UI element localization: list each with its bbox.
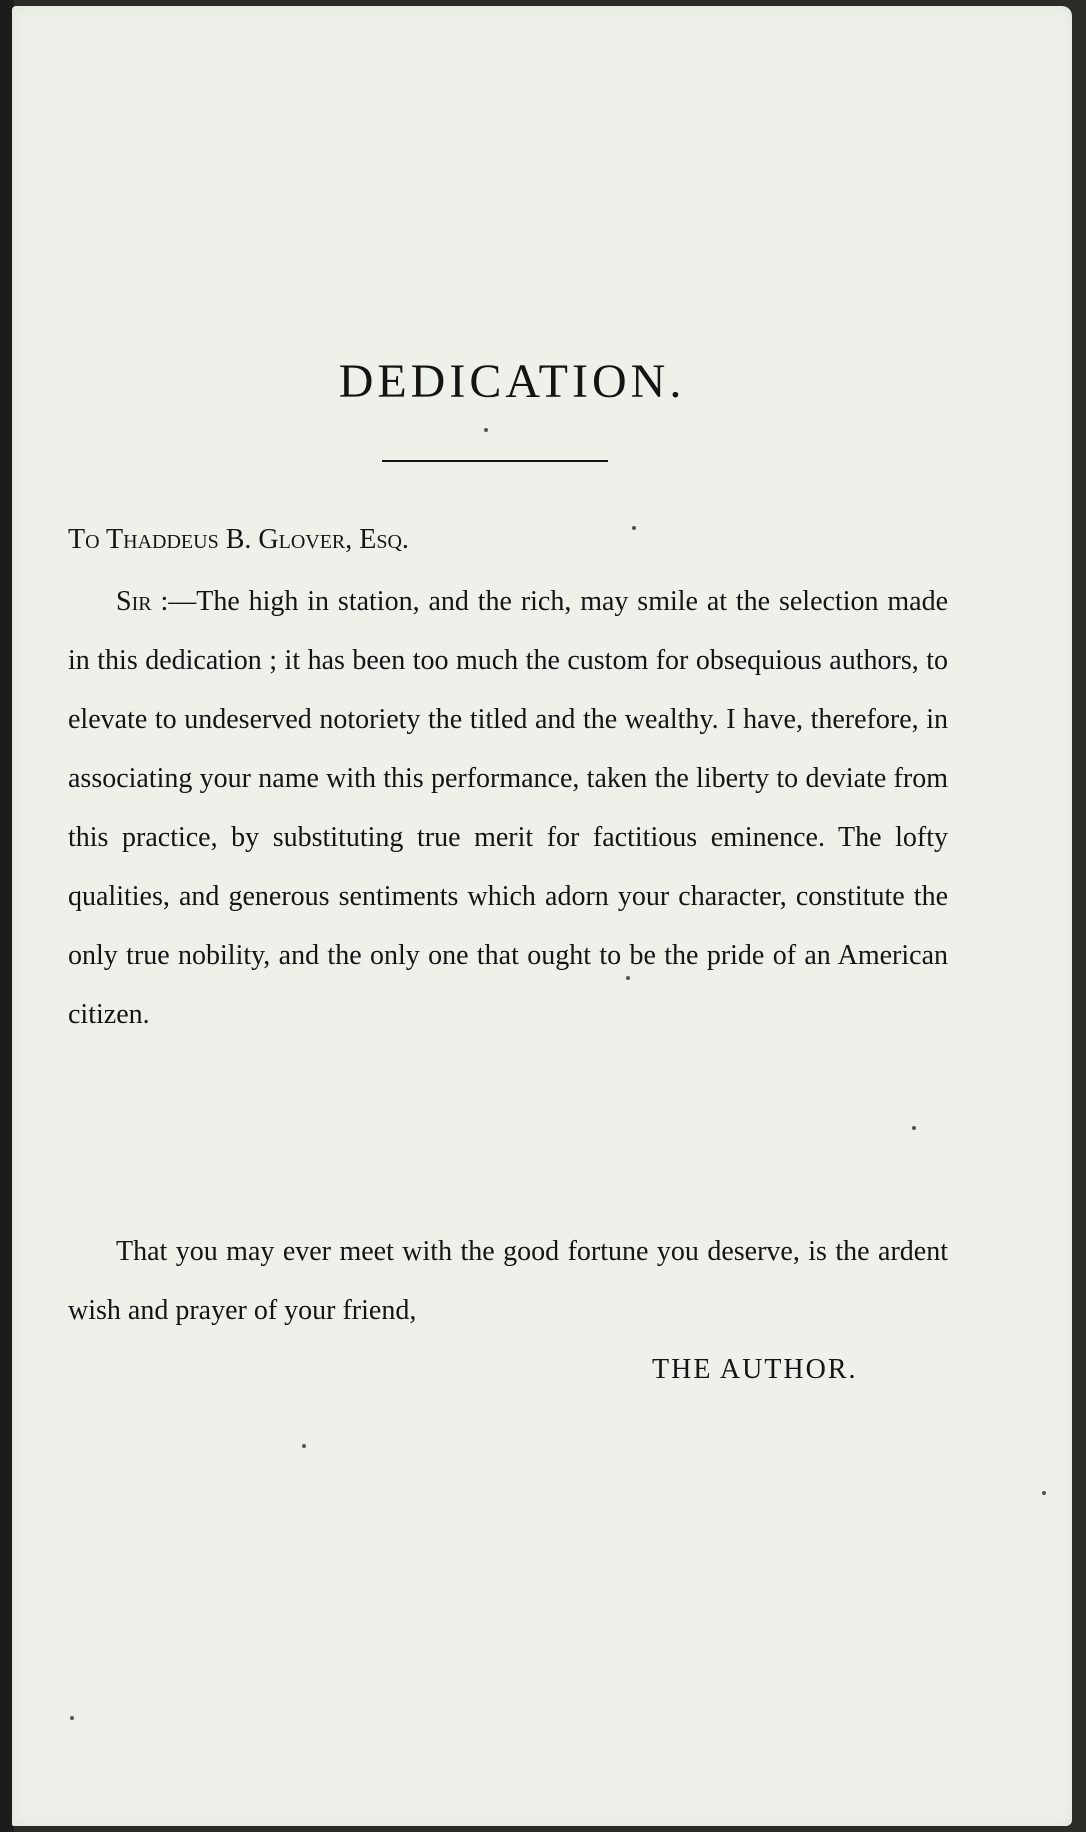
closing-paragraph: That you may ever meet with the good fortune you deserve, is the ardent wish and prayer of your friend,: [68, 1236, 948, 1326]
paper-speck: [1042, 1491, 1046, 1495]
paper-speck: [302, 1444, 306, 1448]
paper-speck: [912, 1126, 916, 1130]
paper-speck: [632, 526, 636, 530]
signature: THE AUTHOR.: [652, 1354, 858, 1385]
dedication-paragraph: [68, 572, 948, 1044]
salutation: To Thaddeus B. Glover, Esq.: [68, 524, 409, 555]
paper-speck: [70, 1716, 74, 1720]
paper-speck: [626, 976, 630, 980]
paragraph-text: —The high in station, and the rich, may smile at the selection made in this dedication ; it has been too much the custom for obsequious authors, to elevate to undeserved notoriety the titled and the wealthy. I have, therefore, in associating your name with this performance, taken the liberty to deviate from this practice, by substituting true merit for factitious eminence. The lofty qualities, and generous sentiments which adorn your character, constitute the only true nobility, and the only one that ought to be the pride of an American citizen.: [68, 586, 949, 1030]
paragraph-lead: Sir :: [116, 586, 169, 617]
book-page: [12, 6, 1072, 1826]
title-divider: [382, 460, 608, 462]
page-title: DEDICATION.: [338, 355, 686, 408]
paper-speck: [484, 428, 488, 432]
